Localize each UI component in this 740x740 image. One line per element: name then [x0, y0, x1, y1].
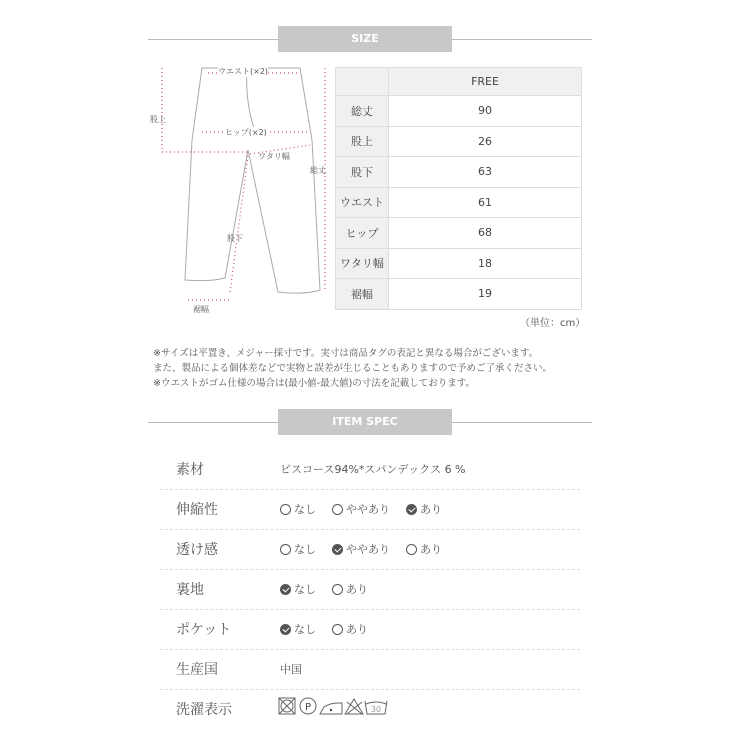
- size-header: SIZE: [148, 26, 592, 52]
- circle-icon: [332, 624, 343, 635]
- spec-origin: 生産国 中国: [160, 649, 580, 690]
- size-table: FREE 総丈 90 股上 26 股下 63 ウエスト 61 ヒップ 68 ワタリ幅 18 裾幅 19: [335, 67, 582, 310]
- table-row: ヒップ 68: [336, 218, 582, 249]
- table-row: 股下 63: [336, 157, 582, 188]
- option-lining: あり: [332, 581, 368, 597]
- circle-icon: [280, 504, 291, 515]
- checked-circle-icon: [332, 544, 343, 555]
- iron-icon: [320, 703, 342, 714]
- table-row: ワタリ幅 18: [336, 248, 582, 279]
- spec-material: 素材 ビスコース94%*スパンデックス 6 %: [160, 449, 580, 490]
- option-pocket: あり: [332, 621, 368, 637]
- spec-stretch: 伸縮性 なし ややあり あり: [160, 489, 580, 530]
- checked-circle-icon: [280, 624, 291, 635]
- option-stretch: なし: [280, 501, 316, 517]
- option-stretch: ややあり: [332, 501, 390, 517]
- care-symbols: [278, 696, 408, 718]
- circle-icon: [406, 544, 417, 555]
- circle-icon: [332, 504, 343, 515]
- option-pocket: なし: [280, 621, 316, 637]
- no-bleach-icon: [345, 699, 363, 714]
- product-size-spec: SIZE ウエスト(×2) 股上 ヒップ(×2) ワタリ幅 総丈 股下 裾幅 FREE 総丈 90 股上 26 股下 63 ウエスト 61 ヒップ 68 ワタリ幅 18 裾幅 19 （単位：cm） ※サイズは平置き、メジャー採寸です。実寸は商品タグの表記と異なる場合がございます。 また、製品による個体差などで実物と誤差が生じることもありますので予めご了承ください。 ※ウエストがゴム仕様の場合は(最小値-最大値)の寸法を記載しております。 ITEM SPEC 素材 ビスコース94%*スパンデックス 6 % 伸縮性 なし ややあり あり 透け感 なし ややあり あり 裏地 なし あり ポケット なし あり 生産国 中国 洗濯表示 P 30: [0, 0, 740, 740]
- spec-pocket: ポケット なし あり: [160, 609, 580, 650]
- circle-icon: [280, 544, 291, 555]
- table-row: ウエスト 61: [336, 187, 582, 218]
- option-lining: なし: [280, 581, 316, 597]
- option-stretch: あり: [406, 501, 442, 517]
- option-sheer: ややあり: [332, 541, 390, 557]
- table-row: 裾幅 19: [336, 279, 582, 310]
- option-sheer: なし: [280, 541, 316, 557]
- option-sheer: あり: [406, 541, 442, 557]
- no-tumble-dry-icon: [279, 698, 295, 714]
- unit-label: （単位：cm）: [520, 318, 586, 329]
- checked-circle-icon: [406, 504, 417, 515]
- spec-care: 洗濯表示 P 30: [160, 689, 580, 729]
- table-row: 股上 26: [336, 126, 582, 157]
- svg-text:P: P: [304, 702, 312, 713]
- table-row: 総丈 90: [336, 96, 582, 127]
- spec-sheer: 透け感 なし ややあり あり: [160, 529, 580, 570]
- size-notes: ※サイズは平置き、メジャー採寸です。実寸は商品タグの表記と異なる場合がございます。 また、製品による個体差などで実物と誤差が生じることもありますので予めご了承ください。 ※ウエストがゴム仕様の場合は(最小値-最大値)の寸法を記載しております。: [153, 348, 553, 389]
- spec-header: ITEM SPEC: [148, 409, 592, 435]
- checked-circle-icon: [280, 584, 291, 595]
- spec-lining: 裏地 なし あり: [160, 569, 580, 610]
- svg-text:30: 30: [370, 705, 382, 714]
- circle-icon: [332, 584, 343, 595]
- pants-diagram: [150, 60, 340, 320]
